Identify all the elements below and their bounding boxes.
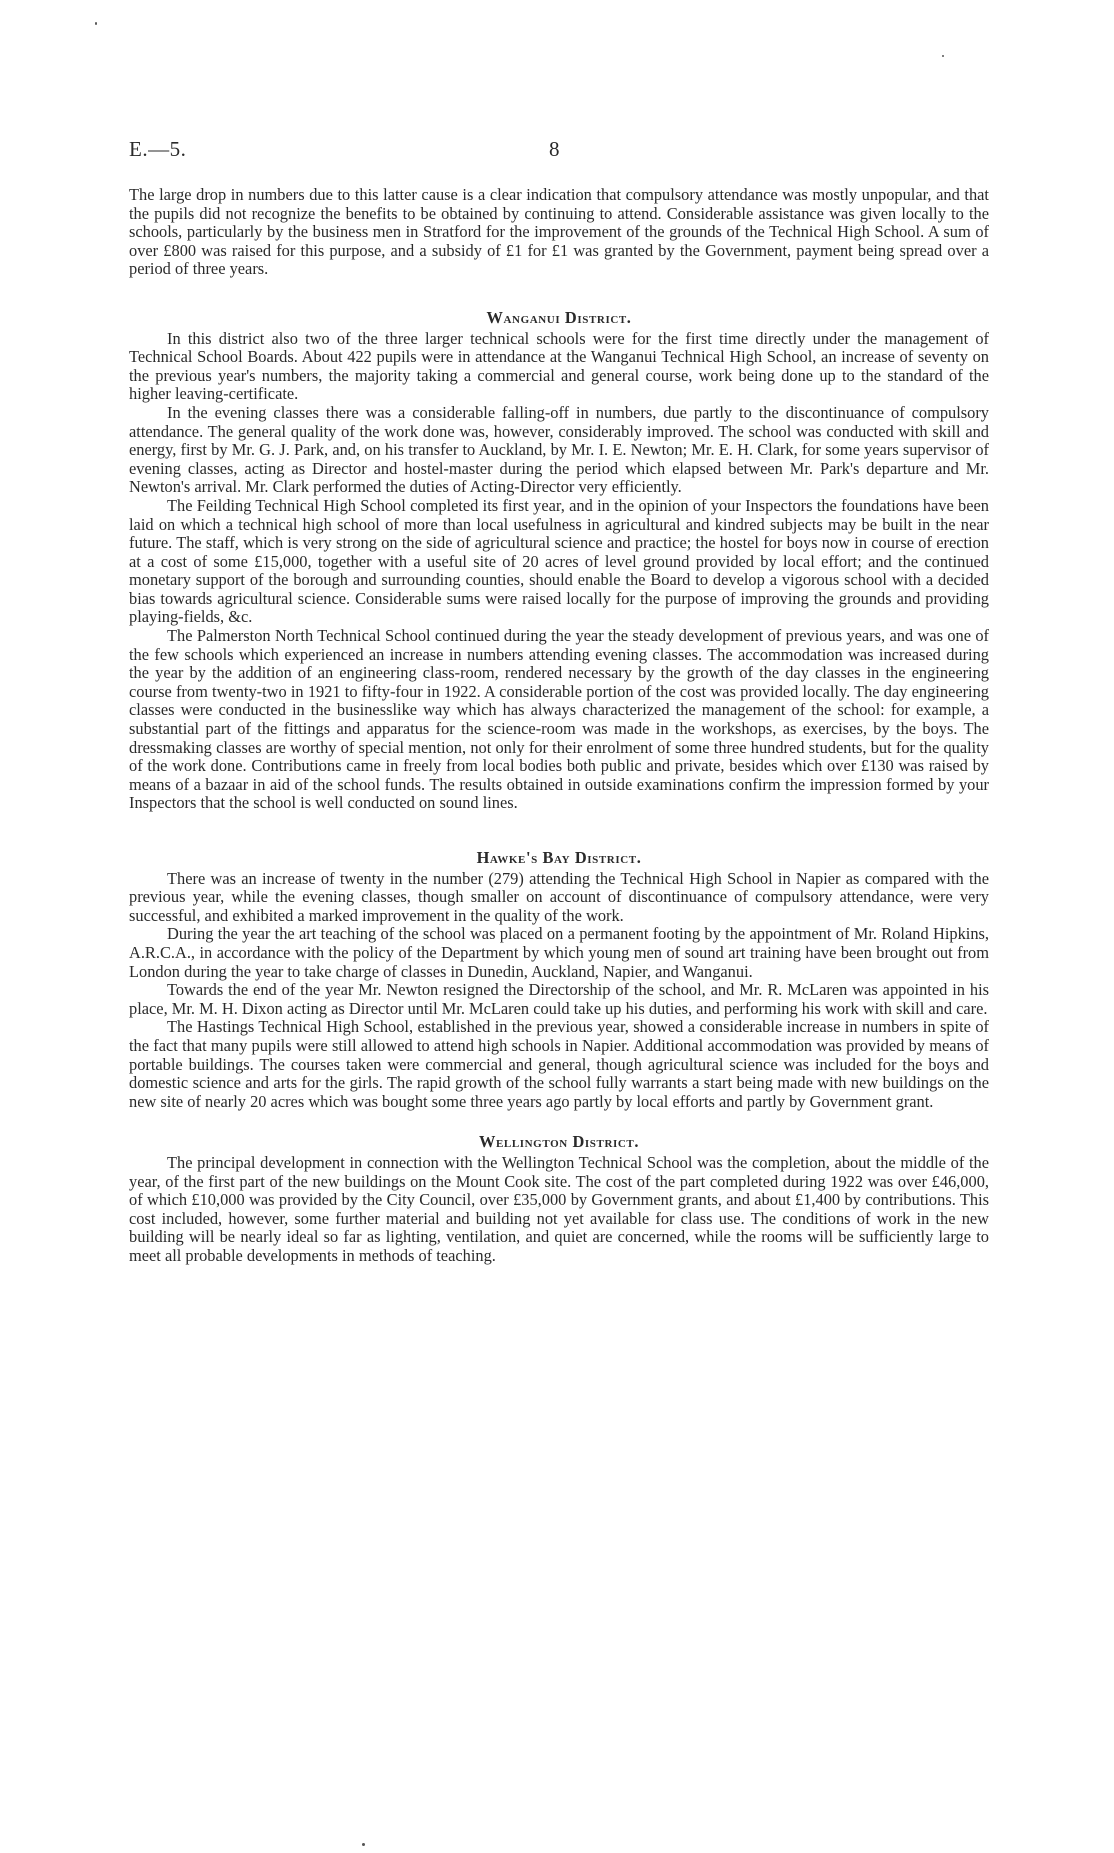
scan-speck xyxy=(942,55,944,57)
document-body xyxy=(129,186,989,1265)
section-wanganui xyxy=(129,330,989,813)
scan-speck xyxy=(362,1843,365,1846)
paragraph: In this district also two of the three larger technical schools were for the first time directly under the management of Technical School Boards. About 422 pupils were in attendance at the Wanganui Technical High School, an increase of seventy on the previous year's numbers, the majority taking a commercial and general course, work being done up to the standard of the higher leaving-certificate. xyxy=(129,328,989,404)
paragraph: Towards the end of the year Mr. Newton resigned the Directorship of the school, and Mr. R. McLaren was appointed in his place, Mr. M. H. Dixon acting as Director until Mr. McLaren could take up his duties, and performing his work with skill and care. xyxy=(129,980,989,1018)
paragraph: There was an increase of twenty in the number (279) attending the Technical High School in Napier as compared with the previous year, while the evening classes, though smaller on account of discontinuance of compulsory attendance, were very successful, and exhibited a marked improvement in the quality of the work. xyxy=(129,868,989,925)
document-reference: E.—5. xyxy=(129,137,187,161)
page-header xyxy=(129,137,989,167)
page-number: 8 xyxy=(549,137,560,161)
section-heading-hawkes-bay: Hawke's Bay District. xyxy=(476,848,642,867)
scan-speck xyxy=(95,22,97,25)
section-wellington xyxy=(129,1154,989,1266)
paragraph: The Palmerston North Technical School continued during the year the steady development of previous years, and was one of the few schools which experienced an increase in numbers attending evening classes. The accommodation was increased during the year by the addition of an engineering class-room, rendered necessary by the growth of the day classes in the engineering course from twenty-two in 1921 to fifty-four in 1922. A considerable portion of the cost was provided locally. The day engineering classes were conducted in the businesslike way which has always characterized the management of the school: for example, a substantial part of the fittings and apparatus for the science-room was made in the workshops, as exercises, by the boys. The dressmaking classes are worthy of special mention, not only for their enrolment of some three hundred students, but for the quality of the work done. Contributions came in freely from local bodies both public and private, besides which over £130 was raised by means of a bazaar in aid of the school funds. The results obtained in outside examinations confirm the impression formed by your Inspectors that the school is well conducted on sound lines. xyxy=(129,626,989,813)
intro-paragraph: The large drop in numbers due to this latter cause is a clear indication that compulsory attendance was mostly unpopular, and that the pupils did not recognize the benefits to be obtained by continuing to attend. Considerable assistance was given locally to the schools, particularly by the business men in Stratford for the improvement of the grounds of the Technical High School. A sum of over £800 was raised for this purpose, and a subsidy of £1 for £1 was granted by the Government, payment being spread over a period of three years. xyxy=(129,185,989,279)
paragraph: In the evening classes there was a considerable falling-off in numbers, due partly to the discontinuance of compulsory attendance. The general quality of the work done was, however, considerably improved. The school was conducted with skill and energy, first by Mr. G. J. Park, and, on his transfer to Auckland, by Mr. I. E. Newton; Mr. E. H. Clark, for some years supervisor of evening classes, acting as Director and hostel-master during the period which elapsed between Mr. Park's departure and Mr. Newton's arrival. Mr. Clark performed the duties of Acting-Director very efficiently. xyxy=(129,402,989,497)
section-heading-wellington: Wellington District. xyxy=(478,1132,640,1152)
paragraph: The principal development in connection with the Wellington Technical School was the completion, about the middle of the year, of the first part of the new buildings on the Mount Cook site. The cost of the part completed during 1922 was over £46,000, of which £10,000 was provided by the City Council, over £35,000 by Government grants, and about £1,400 by contributions. This cost included, however, some further material and building not yet available for class use. The conditions of work in the new building will be nearly ideal so far as lighting, ventilation, and quiet are concerned, while the rooms will be sufficiently large to meet all probable developments in methods of teaching. xyxy=(129,1152,989,1265)
section-hawkes-bay xyxy=(129,870,989,1112)
section-heading-wanganui: Wanganui District. xyxy=(486,307,632,327)
paragraph: The Hastings Technical High School, established in the previous year, showed a considerable increase in numbers in spite of the fact that many pupils were still allowed to attend high schools in Napier. Additional accommodation was provided by means of portable buildings. The courses taken were commercial and general, though agricultural science was included for the boys and domestic science and arts for the girls. The rapid growth of the school fully warrants a start being made with new buildings on the new site of nearly 20 acres which was bought some three years ago partly by local efforts and partly by Government grant. xyxy=(129,1017,989,1111)
paragraph: During the year the art teaching of the school was placed on a permanent footing by the appointment of Mr. Roland Hipkins, A.R.C.A., in accordance with the policy of the Department by which young men of sound art training have been brought out from London during the year to take charge of classes in Dunedin, Auckland, Napier, and Wanganui. xyxy=(129,924,989,981)
paragraph: The Feilding Technical High School completed its first year, and in the opinion of your Inspectors the foundations have been laid on which a technical high school of more than local usefulness in agricultural and kindred subjects may be built in the near future. The staff, which is very strong on the side of agricultural science and practice; the hostel for boys now in course of erection at a cost of some £15,000, together with a useful site of 20 acres of level ground provided by local effort; and the continued monetary support of the borough and surrounding counties, should enable the Board to develop a vigorous school with a decided bias towards agricultural science. Considerable sums were raised locally for the purpose of improving the grounds and providing playing-fields, &c. xyxy=(129,495,989,627)
